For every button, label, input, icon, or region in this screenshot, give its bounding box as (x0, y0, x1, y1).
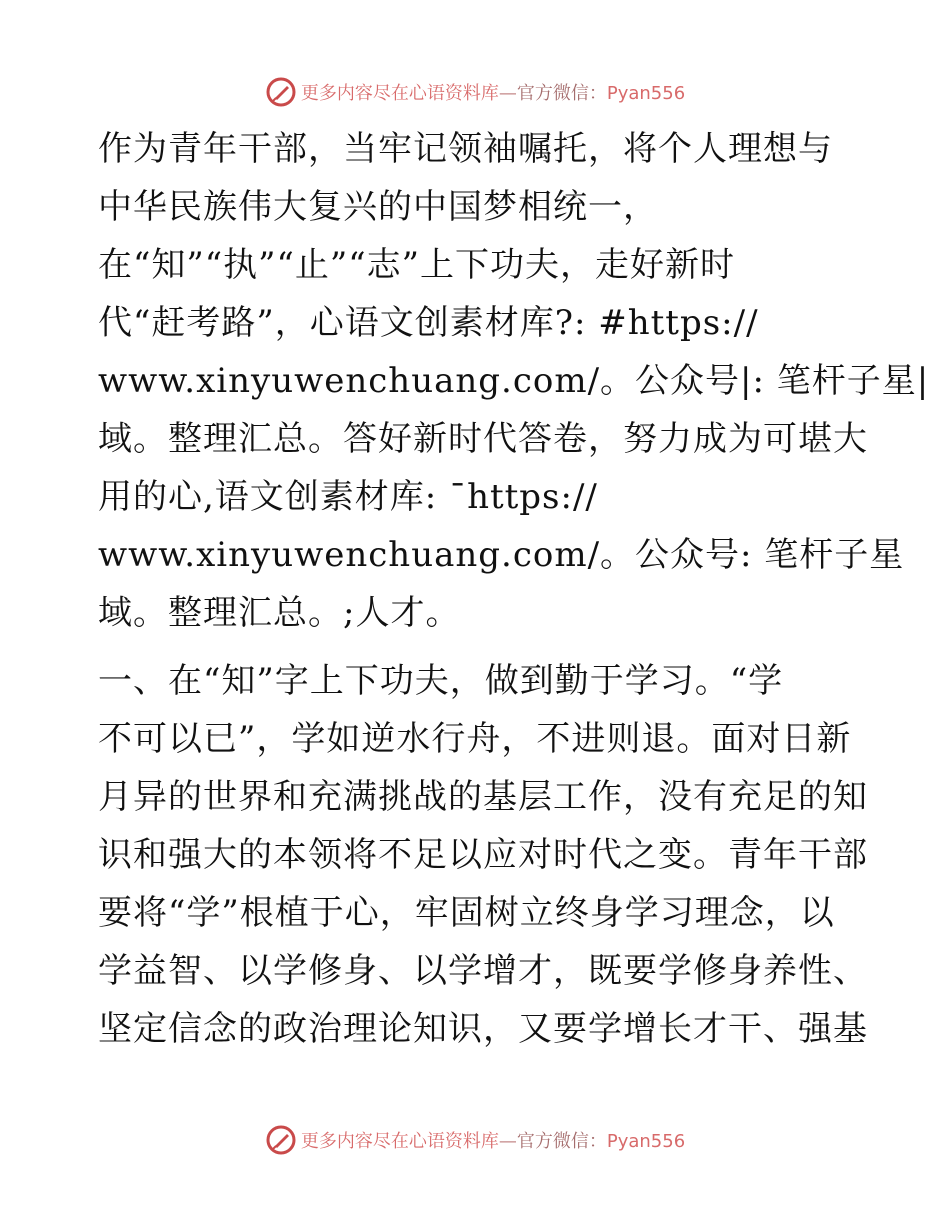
paragraph-gap (98, 642, 858, 652)
paragraph-section-one (98, 652, 868, 1058)
text-line: www.xinyuwenchuang.com/。公众号: 笔杆子星 (98, 535, 905, 575)
text-line: 域。整理汇总。答好新时代答卷，努力成为可堪大 (98, 419, 868, 459)
watermark-contact-label: 官方微信： (516, 1131, 607, 1152)
watermark-contact-id: Pyan556 (606, 83, 686, 104)
watermark-separator: — (498, 1131, 517, 1152)
watermark-contact-label: 官方微信： (516, 83, 607, 104)
text-line: 一、在“知”字上下功夫，做到勤于学习。“学 (98, 661, 784, 701)
text-line: 代“赶考路”，心语文创素材库?: #https:// (98, 303, 759, 343)
document-body (98, 120, 930, 1058)
watermark-contact-id: Pyan556 (606, 1131, 686, 1152)
quill-logo-icon (265, 76, 297, 108)
watermark-separator: — (498, 83, 517, 104)
watermark-site-name: 更多内容尽在心语资料库 (300, 83, 499, 104)
text-line: 用的心,语文创素材库: ¯https:// (98, 477, 598, 517)
header-watermark (0, 70, 950, 114)
paragraph-intro (98, 120, 930, 642)
text-line: 月异的世界和充满挑战的基层工作，没有充足的知 (98, 777, 868, 817)
text-line: www.xinyuwenchuang.com/。公众号|: 笔杆子星| (98, 361, 930, 401)
text-line: 域。整理汇总。;人才。 (98, 593, 461, 633)
text-line: 作为青年干部，当牢记领袖嘱托，将个人理想与 (98, 129, 833, 169)
text-line: 不可以已”，学如逆水行舟，不进则退。面对日新 (98, 719, 852, 759)
text-line: 中华民族伟大复兴的中国梦相统一， (98, 187, 658, 227)
text-line: 学益智、以学修身、以学增才，既要学修身养性、 (98, 951, 868, 991)
text-line: 在“知”“执”“止”“志”上下功夫，走好新时 (98, 245, 736, 285)
text-line: 要将“学”根植于心，牢固树立终身学习理念，以 (98, 893, 835, 933)
text-line: 坚定信念的政治理论知识，又要学增长才干、强基 (98, 1009, 868, 1049)
footer-watermark (0, 1118, 950, 1162)
quill-logo-icon (265, 1124, 297, 1156)
text-line: 识和强大的本领将不足以应对时代之变。青年干部 (98, 835, 868, 875)
watermark-site-name: 更多内容尽在心语资料库 (300, 1131, 499, 1152)
